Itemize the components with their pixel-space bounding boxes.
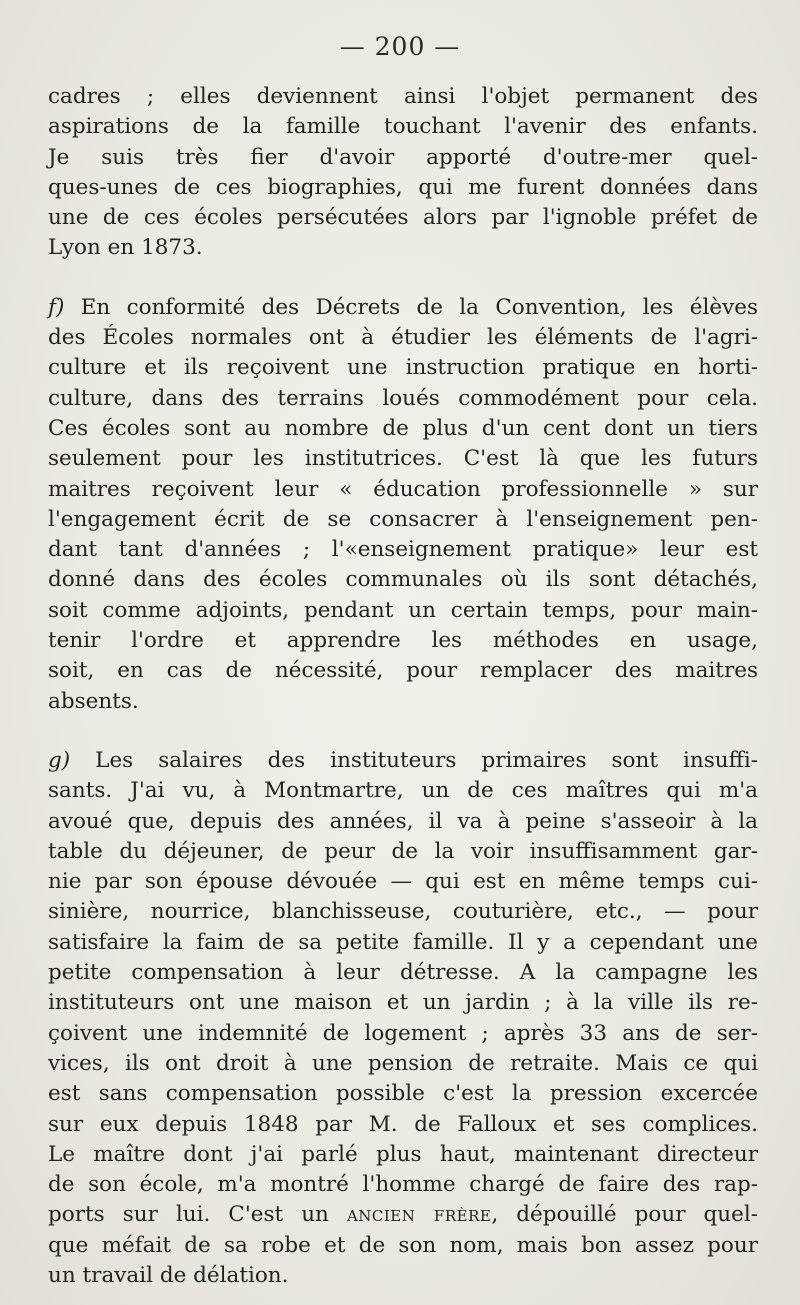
text-line: vices, ils ont droit à une pension de retraite. Mais ce qui xyxy=(48,1050,758,1076)
text-line: aspirations de la famille touchant l'avenir des enfants. xyxy=(48,114,758,140)
text-line: est sans compensation possible c'est la pression excercée xyxy=(48,1081,758,1107)
text-line: que méfait de sa robe et de son nom, mais bon assez pour xyxy=(48,1232,758,1258)
text-line xyxy=(48,746,758,776)
text-line: l'engagement écrit de se consacrer à l'enseignement pen- xyxy=(48,506,758,532)
text-line: petite compensation à leur détresse. A la campagne les xyxy=(48,960,758,986)
text-line: tenir l'ordre et apprendre les méthodes en usage, xyxy=(48,628,758,654)
text-line: table du déjeuner, de peur de la voir insuffisamment gar- xyxy=(48,838,758,864)
paragraph-cadres xyxy=(48,82,758,264)
text-line: Le maître dont j'ai parlé plus haut, maintenant directeur xyxy=(48,1141,758,1167)
paragraph-marker: f) xyxy=(48,294,65,320)
text-line: culture et ils reçoivent une instruction pratique en horti- xyxy=(48,355,758,381)
text-line: dant tant d'années ; l'«enseignement pratique» leur est xyxy=(48,537,758,563)
line-text: Les salaires des instituteurs primaires sont insuffi- xyxy=(95,747,758,773)
text-line: sants. J'ai vu, à Montmartre, un de ces maîtres qui m'a xyxy=(48,778,758,804)
text-line: de son école, m'a montré l'homme chargé de faire des rap- xyxy=(48,1172,758,1198)
page-number: — 200 — xyxy=(339,32,461,61)
text-line: ports sur lui. C'est un ancien frère, dépouillé pour quel- xyxy=(48,1202,758,1228)
text-line: avoué que, depuis des années, il va à peine s'asseoir à la xyxy=(48,808,758,834)
text-line: Lyon en 1873. xyxy=(48,235,203,261)
text-line xyxy=(48,293,758,323)
text-line: des Écoles normales ont à étudier les éléments de l'agri- xyxy=(48,325,758,351)
paragraph-g-salaires xyxy=(48,746,758,1291)
body-text xyxy=(48,82,758,1291)
text-line: nie par son épouse dévouée — qui est en même temps cui- xyxy=(48,869,758,895)
text-line: un travail de délation. xyxy=(48,1262,289,1288)
text-line: Je suis très fier d'avoir apporté d'outre-mer quel- xyxy=(48,144,758,170)
small-caps-term: ancien frère xyxy=(346,1202,492,1228)
line-text: En conformité des Décrets de la Convention, les élèves xyxy=(80,294,758,320)
text-line: seulement pour les institutrices. C'est là que les futurs xyxy=(48,446,758,472)
text-line: soit comme adjoints, pendant un certain temps, pour main- xyxy=(48,597,758,623)
text-line: donné dans des écoles communales où ils sont détachés, xyxy=(48,567,758,593)
text-line: satisfaire la faim de sa petite famille. Il y a cependant une xyxy=(48,929,758,955)
text-line: cadres ; elles deviennent ainsi l'objet permanent des xyxy=(48,84,758,109)
paragraph-f-ecoles-normales xyxy=(48,293,758,717)
text-line: une de ces écoles persécutées alors par l'ignoble préfet de xyxy=(48,205,758,231)
text-line: culture, dans des terrains loués commodément pour cela. xyxy=(48,385,758,411)
text-line: sinière, nourrice, blanchisseuse, couturière, etc., — pour xyxy=(48,899,758,925)
text-line: ques-unes de ces biographies, qui me furent données dans xyxy=(48,174,758,200)
text-line: Ces écoles sont au nombre de plus d'un cent dont un tiers xyxy=(48,415,758,441)
text-line: absents. xyxy=(48,688,139,714)
text-line: instituteurs ont une maison et un jardin ; à la ville ils re- xyxy=(48,990,758,1016)
text-line: çoivent une indemnité de logement ; après 33 ans de ser- xyxy=(48,1020,758,1046)
text-line: maitres reçoivent leur « éducation professionnelle » sur xyxy=(48,476,758,502)
text-line: soit, en cas de nécessité, pour remplacer des maitres xyxy=(48,658,758,684)
text-line: sur eux depuis 1848 par M. de Falloux et ses complices. xyxy=(48,1111,758,1137)
paragraph-marker: g) xyxy=(48,747,71,773)
